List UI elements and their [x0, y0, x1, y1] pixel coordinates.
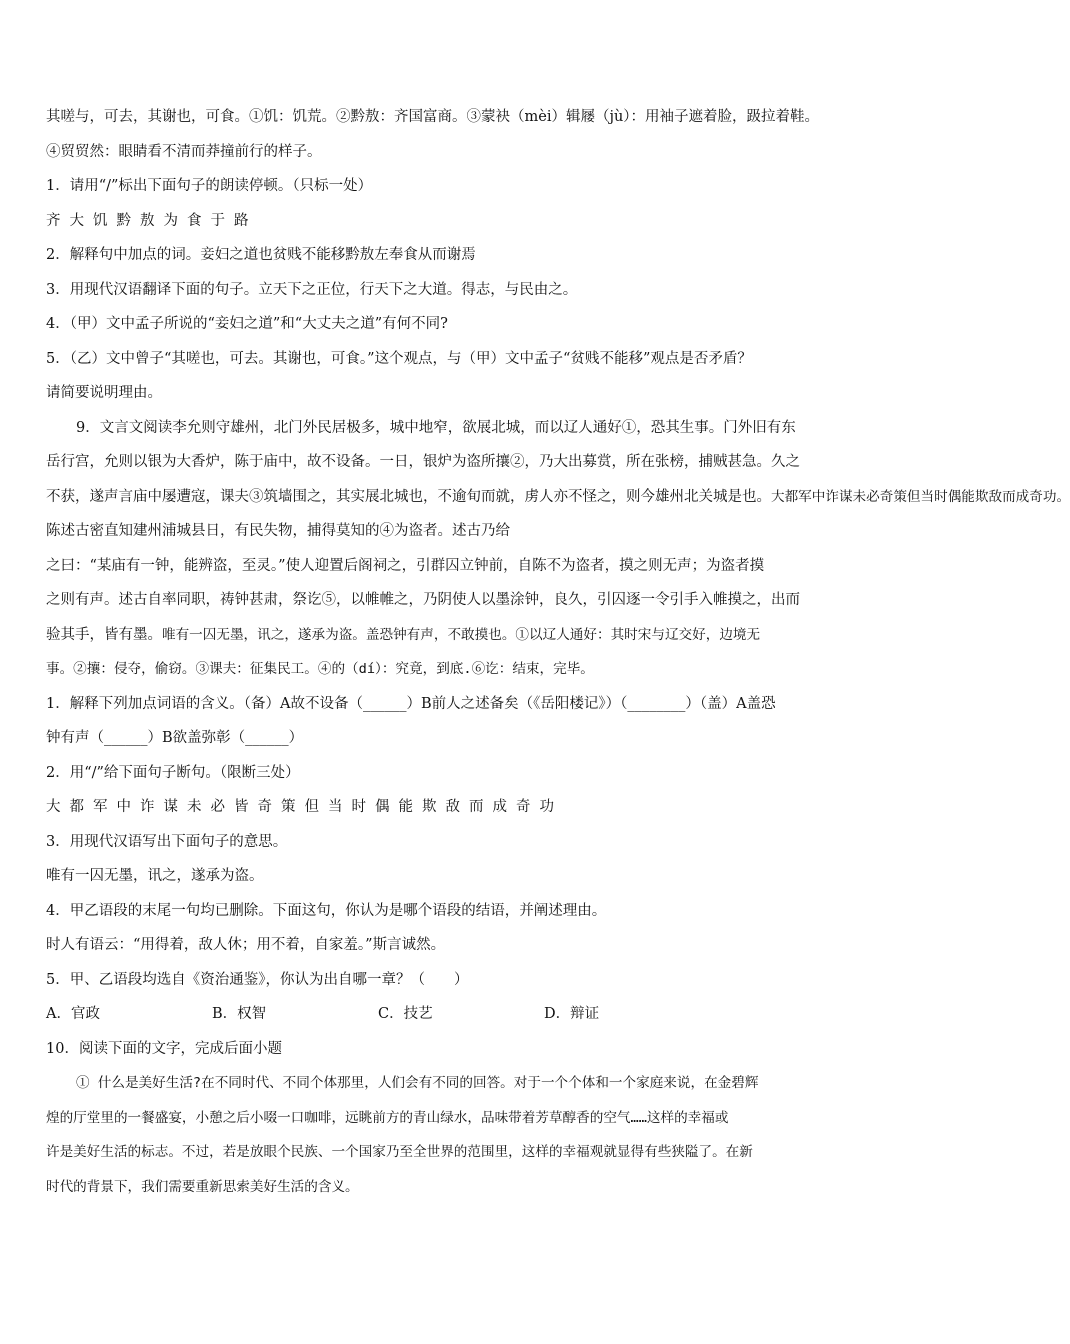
handwritten-sentence: 大都军中诈谋未必奇策但当时偶能欺敌而成奇功。 [771, 488, 1070, 505]
text-line: 其嗟与，可去，其谢也，可食。①饥：饥荒。②黔敖：齐国富商。③蒙袂（mèi）辑屦（jù）：用袖子遮着脸，趿拉着鞋。 [46, 109, 820, 125]
passage-9-text: 陈述古密直知建州浦城县日，有民失物，捕得莫知的④为盗者。述古乃给 [46, 523, 510, 539]
question-10: 10．阅读下面的文字，完成后面小题 [46, 1040, 282, 1057]
passage-9-line [46, 480, 1070, 515]
passage-9-line: 9．文言文阅读李允则守雄州，北门外民居极多，城中地窄，欲展北城，而以辽人通好①，恐其生事。门外旧有东 [76, 419, 796, 436]
option-b: B．权智 [212, 1006, 267, 1022]
option-a: A．官政 [46, 1006, 100, 1022]
question-b3: 3．用现代汉语写出下面句子的意思。 [46, 833, 288, 850]
passage-9-line: 之曰：“某庙有一钟，能辨盗，至灵。”使人迎置后阁祠之，引群囚立钟前，自陈不为盗者，摸之则无声；为盗者摸 [46, 557, 765, 574]
text-line: ④贸贸然：眼睛看不清而莽撞前行的样子。 [46, 143, 322, 160]
passage-9-text: 不获，遂声言庙中屡遭寇，课夫③筑墙围之，其实展北城也，不逾旬而就，虏人亦不怪之，则今雄州北关城是也。 [46, 488, 771, 505]
sentence-to-punctuate: 大都军中诈谋未必皆奇策但当时偶能欺敌而成奇功 [46, 799, 563, 815]
passage-10-line: 许是美好生活的标志。不过，若是放眼个民族、一个国家乃至全世界的范围里，这样的幸福观就显得有些狭隘了。在新 [46, 1144, 753, 1160]
passage-9-line [46, 514, 916, 549]
question-b5: 5．甲、乙语段均选自《资治通鉴》，你认为出自哪一章？（ ） [46, 971, 469, 988]
passage-9-text: 验其手，皆有墨。 [46, 626, 162, 643]
quote-line: 时人有语云：“用得着，敌人休；用不着，自家羞。”斯言诚然。 [46, 937, 446, 953]
passage-10-line: 煌的厅堂里的一餐盛宴，小憩之后小啜一口咖啡，远眺前方的青山绿水，品味带着芳草醇香的空气……这样的幸福或 [46, 1109, 729, 1126]
question-b2: 2．用“/”给下面句子断句。（限断三处） [46, 764, 300, 781]
passage-9-line [46, 618, 916, 653]
option-d: D．辩证 [544, 1006, 600, 1022]
passage-10-line: ① 什么是美好生活?在不同时代、不同个体那里，人们会有不同的回答。对于一个个体和一个家庭来说，在金碧辉 [76, 1075, 759, 1091]
answer-options [46, 997, 916, 1032]
question-b1: 1．解释下列加点词语的含义。（备）A故不设备（______）B前人之述备矣（《岳阳楼记》）（________）（盖）A盖恐 [46, 695, 776, 712]
question-a3: 3．用现代汉语翻译下面的句子。立天下之正位，行天下之大道。得志，与民由之。 [46, 281, 578, 298]
passage-9-line: 岳行宫，允则以银为大香炉，陈于庙中，故不设备。一日，银炉为盗所攘②，乃大出募赏，所在张榜，捕贼甚急。久之 [46, 454, 800, 470]
sentence-to-translate: 唯有一囚无墨，讯之，遂承为盗。 [46, 868, 264, 884]
handwritten-notes: 唯有一囚无墨，讯之，遂承为盗。盖恐钟有声，不敢摸也。①以辽人通好：其时宋与辽交好，边境无 [162, 626, 761, 643]
text-line: 请简要说明理由。 [46, 385, 162, 401]
question-a1: 1．请用“/”标出下面句子的朗读停顿。（只标一处） [46, 178, 373, 194]
option-c: C．技艺 [378, 1006, 433, 1022]
question-b4: 4．甲乙语段的末尾一句均已删除。下面这句，你认为是哪个语段的结语，并阐述理由。 [46, 902, 607, 919]
passage-9-line: 之则有声。述古自率同职，祷钟甚肃，祭讫⑤，以帷帷之，乃阴使人以墨涂钟，良久，引囚逐一令引手入帷摸之，出而 [46, 592, 800, 608]
sentence-to-mark: 齐大饥黔敖为食于路 [46, 212, 258, 229]
document-page [46, 100, 1070, 1204]
question-a2: 2．解释句中加点的词。妾妇之道也贫贱不能移黔敖左奉食从而谢焉 [46, 247, 476, 263]
notes-line: 事。②攘：侵夺，偷窃。③课夫：征集民工。④的（dí）：究竟，到底.⑥讫：结束，完毕。 [46, 661, 594, 677]
passage-10-line: 时代的背景下，我们需要重新思索美好生活的含义。 [46, 1178, 359, 1195]
question-a4: 4．（甲）文中孟子所说的“妾妇之道”和“大丈夫之道”有何不同? [46, 316, 448, 332]
question-a5: 5．（乙）文中曾子“其嗟也，可去。其谢也，可食。”这个观点，与（甲）文中孟子“贫贱不能移”观点是否矛盾？ [46, 350, 752, 367]
question-b1-cont: 钟有声（______）B欲盖弥彰（______） [46, 730, 304, 746]
